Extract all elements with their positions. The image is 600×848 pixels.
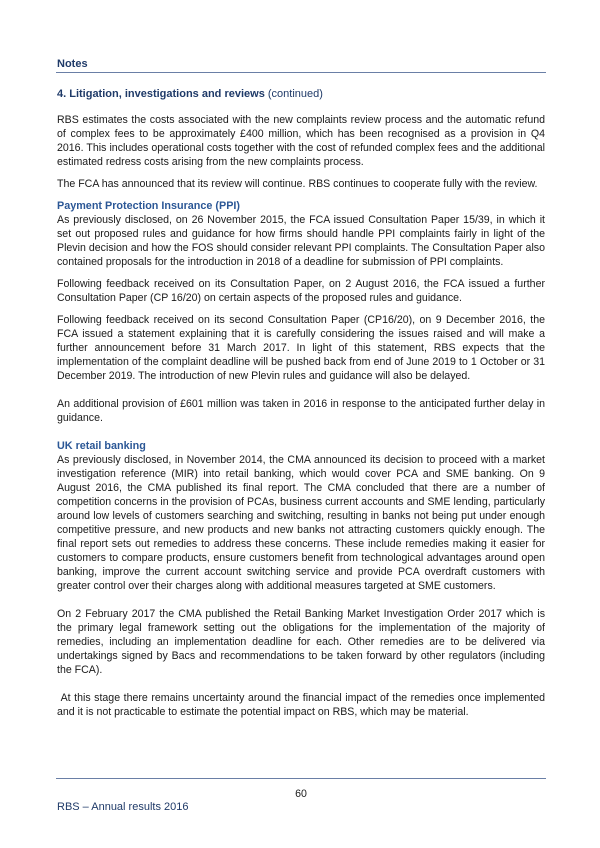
paragraph: On 2 February 2017 the CMA published the Retail Banking Market Investigation Order 2017 which is the primary legal framework setting out the obligations for the implementation of the majority of remedies, including an implementation deadline for each. Other remedies are to be delivered via undertakings signed by Bacs and recommendations to be taken forward by other regulators (including the FCA). bbox=[57, 608, 545, 676]
notes-label: Notes bbox=[57, 58, 88, 70]
footer-divider bbox=[56, 778, 546, 779]
paragraph: At this stage there remains uncertainty around the financial impact of the remedies once implemented and it is not practicable to estimate the potential impact on RBS, which may be material. bbox=[57, 692, 548, 718]
section-title-text: 4. Litigation, investigations and reviews bbox=[57, 88, 265, 100]
paragraph: Following feedback received on its Consultation Paper, on 2 August 2016, the FCA issued a further Consultation Paper (CP 16/20) on certain aspects of the proposed rules and guidance. bbox=[57, 278, 545, 304]
footer-document-title: RBS – Annual results 2016 bbox=[57, 801, 189, 813]
header-divider bbox=[56, 72, 546, 73]
paragraph: An additional provision of £601 million was taken in 2016 in response to the anticipated further delay in guidance. bbox=[57, 398, 545, 424]
paragraph: As previously disclosed, on 26 November 2015, the FCA issued Consultation Paper 15/39, in which it set out proposed rules and guidance for how firms should handle PPI complaints fairly in light of the Plevin decision and how the FOS should consider relevant PPI complaints. The Consultation Paper also contained proposals for the introduction in 2018 of a deadline for submission of PPI complaints. bbox=[57, 214, 545, 268]
page-number: 60 bbox=[295, 788, 307, 800]
subheading-uk-retail-banking: UK retail banking bbox=[57, 440, 146, 452]
paragraph: RBS estimates the costs associated with the new complaints review process and the automatic refund of complex fees to be approximately £400 million, which has been recognised as a provision in Q4 2016. This includes operational costs together with the cost of refunded complex fees and the additional estimated redress costs arising from the new complaints process. bbox=[57, 114, 545, 168]
subheading-ppi: Payment Protection Insurance (PPI) bbox=[57, 200, 240, 212]
document-body bbox=[57, 113, 548, 719]
paragraph: The FCA has announced that its review will continue. RBS continues to cooperate fully with the review. bbox=[57, 178, 538, 190]
section-title-suffix: (continued) bbox=[267, 88, 323, 100]
section-title bbox=[57, 88, 323, 100]
paragraph: Following feedback received on its second Consultation Paper (CP16/20), on 9 December 2016, the FCA issued a statement explaining that it is carefully considering the issues raised and will make a further announcement before 31 March 2017. In light of this statement, RBS expects that the implementation of the complaint deadline will be pushed back from end of June 2019 to 1 October or 31 December 2019. The introduction of new Plevin rules and guidance will also be delayed. bbox=[57, 314, 545, 382]
paragraph: As previously disclosed, in November 2014, the CMA announced its decision to proceed with a market investigation reference (MIR) into retail banking, which would cover PCA and SME banking. On 9 August 2016, the CMA published its final report. The CMA concluded that there are a number of competition concerns in the provision of PCAs, business current accounts and SME lending, particularly around low levels of customers searching and switching, resulting in banks not being put under enough competitive pressure, and new products and new banks not attracting customers quickly enough. The final report sets out remedies to address these concerns. These include remedies making it easier for customers to compare products, ensure customers benefit from technological advantages around open banking, improve the current account switching service and provide PCA overdraft customers with greater control over their charges along with additional measures targeted at SME customers. bbox=[57, 454, 545, 592]
